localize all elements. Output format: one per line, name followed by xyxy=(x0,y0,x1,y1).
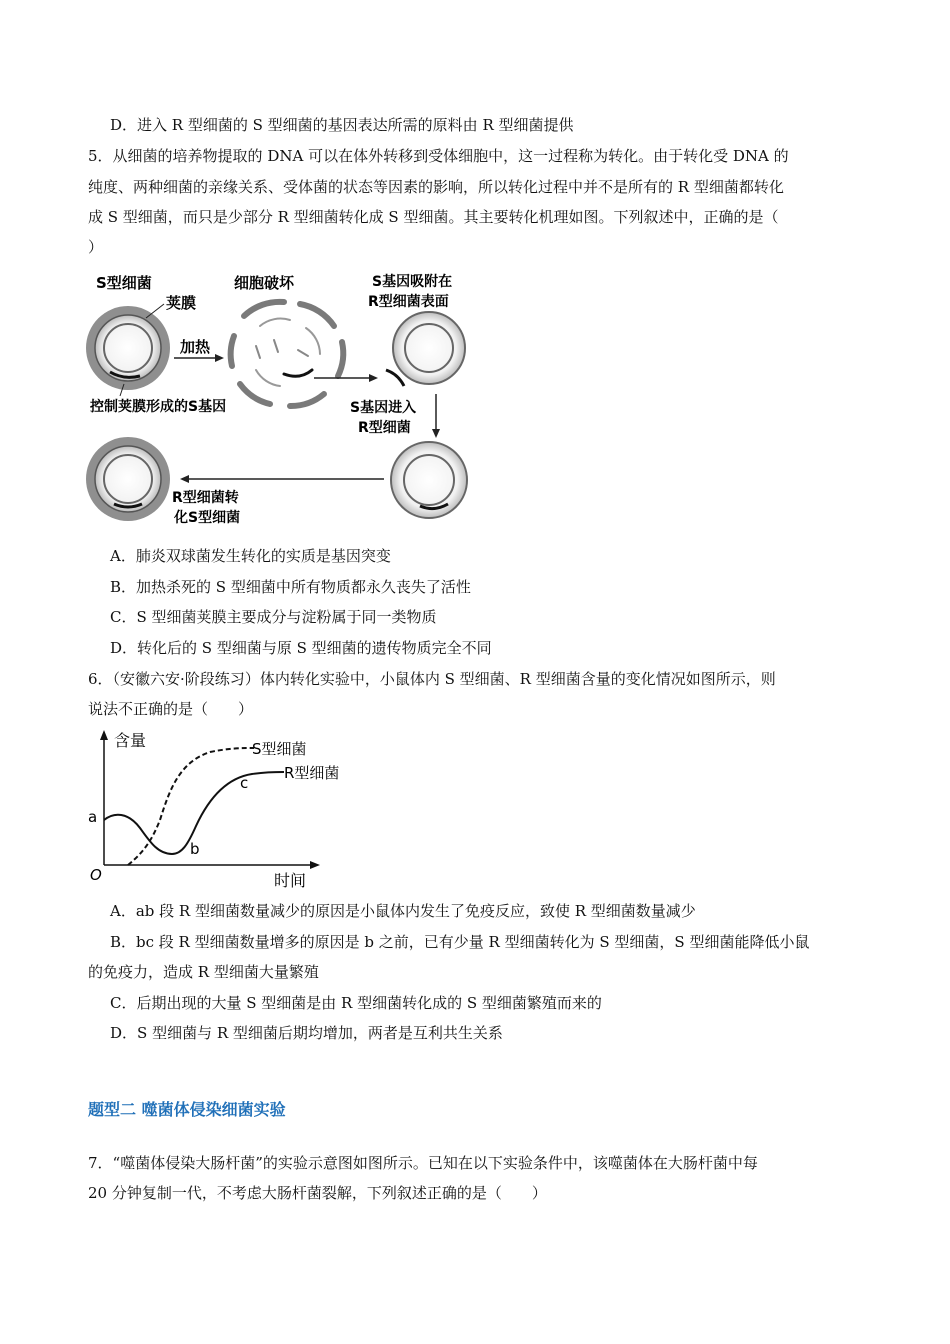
broken-title: 细胞破坏 xyxy=(234,274,295,292)
s-cell-title: S型细菌 xyxy=(96,274,152,292)
adsorb-label-2: R型细菌表面 xyxy=(368,294,449,310)
s-curve-label: S型细菌 xyxy=(252,740,307,758)
q6-stem-line-1: 6．（安徽六安·阶段练习）体内转化实验中，小鼠体内 S 型细菌、R 型细菌含量的变化情况如图所示，则 xyxy=(88,670,776,688)
s-cell xyxy=(86,306,170,390)
x-axis-label: 时间 xyxy=(274,871,307,890)
heat-label: 加热 xyxy=(180,338,211,356)
q5-option-b: B．加热杀死的 S 型细菌中所有物质都永久丧失了活性 xyxy=(110,578,471,596)
q7-stem-line-2: 20 分钟复制一代，不考虑大肠杆菌裂解，下列叙述正确的是（ ） xyxy=(88,1184,547,1202)
gene-label: 控制荚膜形成的S基因 xyxy=(90,399,227,415)
q6-option-c: C．后期出现的大量 S 型细菌是由 R 型细菌转化成的 S 型细菌繁殖而来的 xyxy=(110,994,602,1012)
q4-option-d: D．进入 R 型细菌的 S 型细菌的基因表达所需的原料由 R 型细菌提供 xyxy=(110,116,574,134)
q6-option-b-line-1: B．bc 段 R 型细菌数量增多的原因是 b 之前，已有少量 R 型细菌转化为 S 型细菌，S 型细菌能降低小鼠 xyxy=(110,933,810,951)
capsule-label: 荚膜 xyxy=(166,294,197,312)
q5-option-c: C．S 型细菌荚膜主要成分与淀粉属于同一类物质 xyxy=(110,608,437,626)
q6-chart xyxy=(84,728,354,893)
transform-label-1: R型细菌转 xyxy=(172,490,239,506)
point-c-label: c xyxy=(240,774,249,792)
q6-option-d: D．S 型细菌与 R 型细菌后期均增加，两者是互利共生关系 xyxy=(110,1024,503,1042)
transformation-diagram xyxy=(84,266,494,536)
section-title: 题型二 噬菌体侵染细菌实验 xyxy=(88,1100,286,1119)
y-axis-label: 含量 xyxy=(114,731,147,750)
q6-option-a: A．ab 段 R 型细菌数量减少的原因是小鼠体内发生了免疫反应，致使 R 型细菌数量减少 xyxy=(110,902,696,920)
transform-label-2: 化S型细菌 xyxy=(174,510,241,526)
origin-label: O xyxy=(90,866,102,884)
broken-cell xyxy=(231,302,344,406)
enter-label-2: R型细菌 xyxy=(358,420,411,436)
q6-stem-line-2: 说法不正确的是（ ） xyxy=(88,700,254,718)
q6-option-b-line-2: 的免疫力，造成 R 型细菌大量繁殖 xyxy=(88,963,319,981)
point-b-label: b xyxy=(190,840,200,858)
q5-stem-line-2: 纯度、两种细菌的亲缘关系、受体菌的状态等因素的影响，所以转化过程中并不是所有的 R 型细菌都转化 xyxy=(88,178,784,196)
r-cell-adsorb xyxy=(386,312,465,386)
q5-stem-line-1: 5．从细菌的培养物提取的 DNA 可以在体外转移到受体细胞中，这一过程称为转化。由于转化受 DNA 的 xyxy=(88,147,789,165)
q5-stem-line-3: 成 S 型细菌，而只是少部分 R 型细菌转化成 S 型细菌。其主要转化机理如图。下列叙述中，正确的是（ xyxy=(88,208,779,226)
q5-stem-line-4: ） xyxy=(88,238,104,256)
adsorb-label-1: S基因吸附在 xyxy=(372,274,453,290)
r-curve-label: R型细菌 xyxy=(284,764,340,782)
q7-stem-line-1: 7．“噬菌体侵染大肠杆菌”的实验示意图如图所示。已知在以下实验条件中，该噬菌体在大肠杆菌中每 xyxy=(88,1154,758,1172)
transformed-s-cell xyxy=(86,437,170,521)
q5-option-d: D．转化后的 S 型细菌与原 S 型细菌的遗传物质完全不同 xyxy=(110,639,492,657)
q5-option-a: A．肺炎双球菌发生转化的实质是基因突变 xyxy=(110,547,391,565)
r-cell-entered xyxy=(391,442,467,518)
enter-label-1: S基因进入 xyxy=(350,400,417,416)
point-a-label: a xyxy=(88,808,98,826)
